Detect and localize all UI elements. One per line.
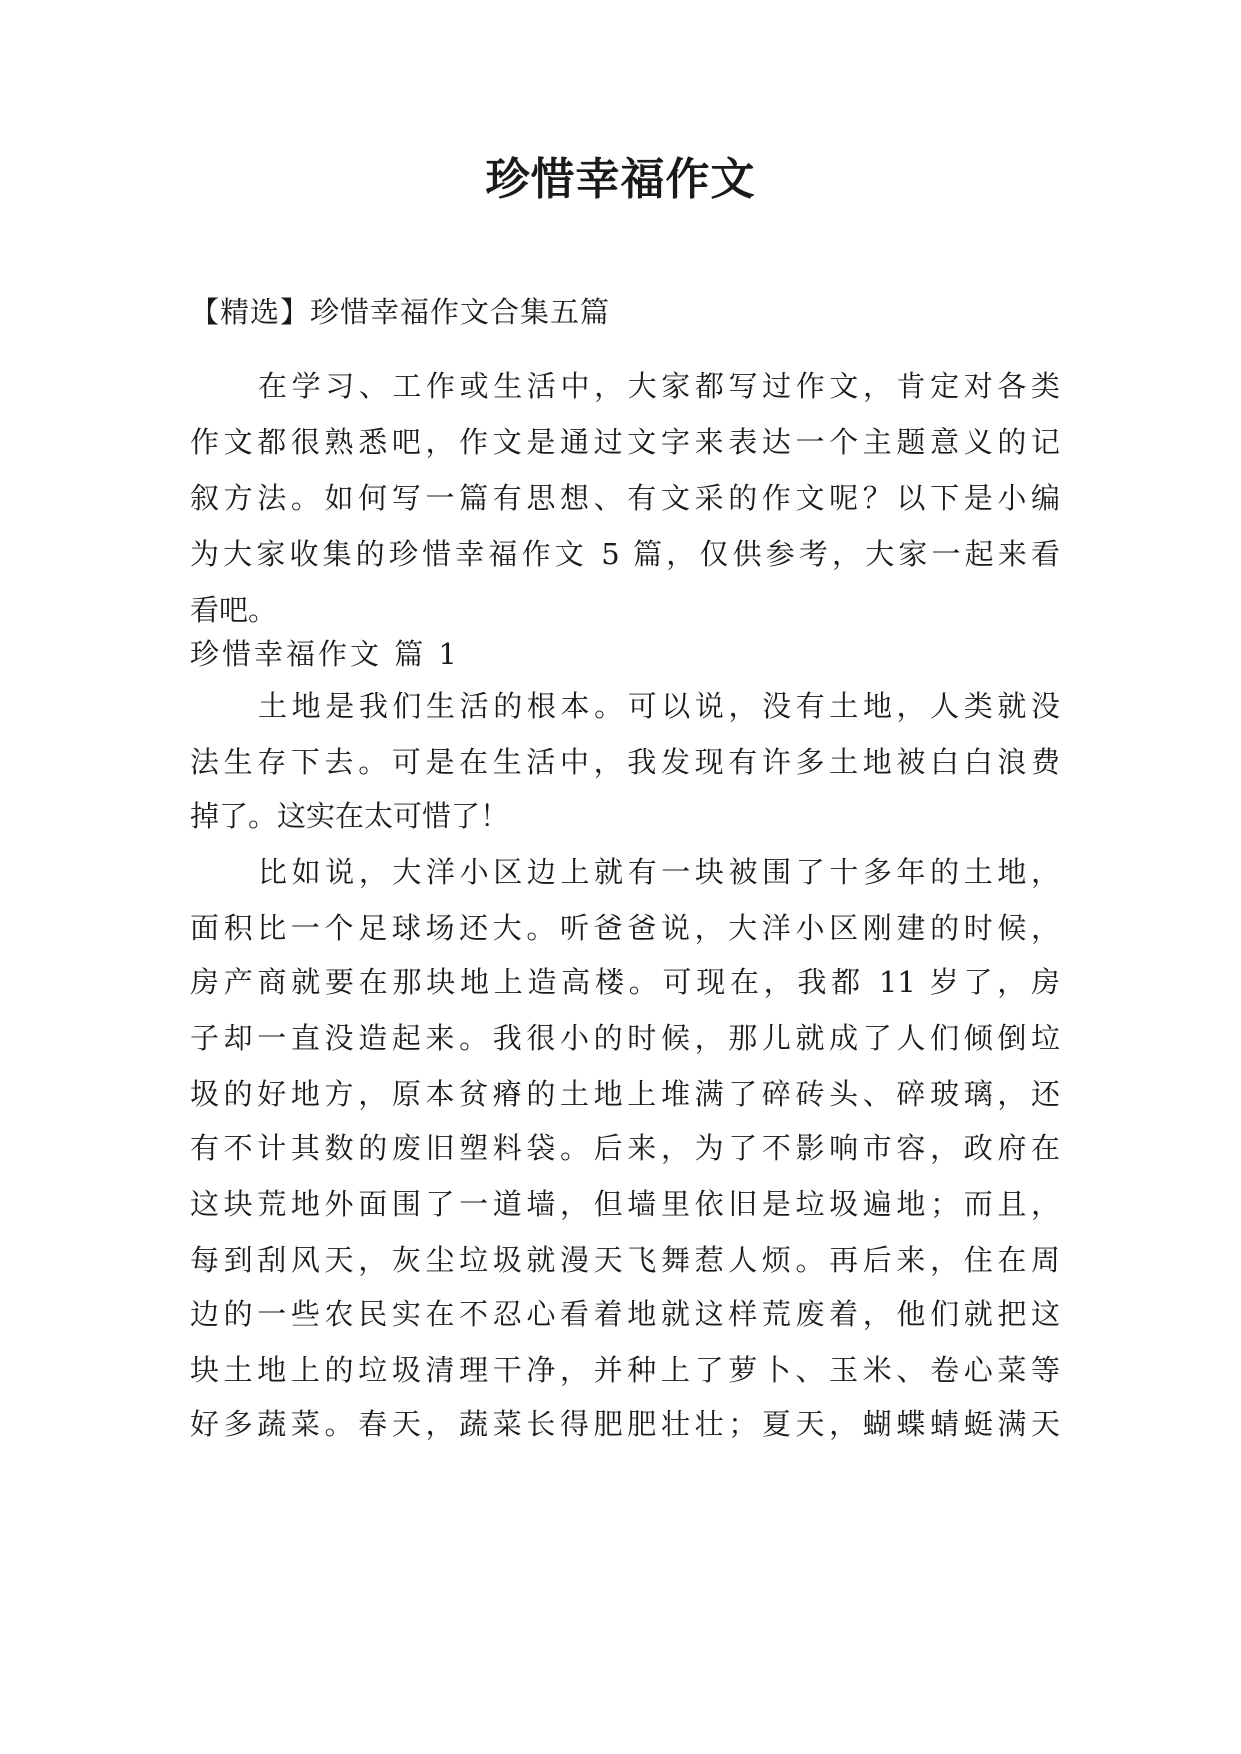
paragraph-line: 边的一些农民实在不忍心看着地就这样荒废着，他们就把这 bbox=[190, 1297, 1060, 1331]
paragraph-line: 掉了。这实在太可惜了！ bbox=[190, 799, 510, 833]
paragraph-line: 这块荒地外面围了一道墙，但墙里依旧是垃圾遍地；而且， bbox=[190, 1187, 1060, 1221]
intro-line: 叙方法。如何写一篇有思想、有文采的作文呢？以下是小编 bbox=[190, 481, 1060, 515]
intro-line: 作文都很熟悉吧，作文是通过文字来表达一个主题意义的记 bbox=[190, 425, 1060, 459]
paragraph-line: 有不计其数的废旧塑料袋。后来，为了不影响市容，政府在 bbox=[190, 1131, 1060, 1165]
paragraph-line: 子却一直没造起来。我很小的时候，那儿就成了人们倾倒垃 bbox=[190, 1021, 1060, 1055]
document-title: 珍惜幸福作文 bbox=[485, 154, 756, 205]
intro-line: 为大家收集的珍惜幸福作文 5 篇，仅供参考，大家一起来看 bbox=[190, 537, 1060, 571]
paragraph-line: 块土地上的垃圾清理干净，并种上了萝卜、玉米、卷心菜等 bbox=[190, 1353, 1060, 1387]
section-heading: 珍惜幸福作文 篇 1 bbox=[190, 637, 460, 671]
intro-line: 看吧。 bbox=[190, 593, 278, 627]
paragraph-line: 法生存下去。可是在生活中，我发现有许多土地被白白浪费 bbox=[190, 745, 1060, 779]
paragraph-line: 好多蔬菜。春天，蔬菜长得肥肥壮壮；夏天，蝴蝶蜻蜓满天 bbox=[190, 1407, 1060, 1441]
document-subtitle: 【精选】珍惜幸福作文合集五篇 bbox=[190, 295, 611, 329]
intro-line: 在学习、工作或生活中，大家都写过作文，肯定对各类 bbox=[258, 369, 1060, 403]
paragraph-line: 土地是我们生活的根本。可以说，没有土地，人类就没 bbox=[258, 689, 1060, 723]
paragraph-line: 面积比一个足球场还大。听爸爸说，大洋小区刚建的时候， bbox=[190, 911, 1060, 945]
paragraph-line: 比如说，大洋小区边上就有一块被围了十多年的土地， bbox=[258, 855, 1060, 889]
paragraph-line: 房产商就要在那块地上造高楼。可现在，我都 11 岁了，房 bbox=[190, 965, 1060, 999]
paragraph-line: 圾的好地方，原本贫瘠的土地上堆满了碎砖头、碎玻璃，还 bbox=[190, 1077, 1060, 1111]
paragraph-line: 每到刮风天，灰尘垃圾就漫天飞舞惹人烦。再后来，住在周 bbox=[190, 1243, 1060, 1277]
